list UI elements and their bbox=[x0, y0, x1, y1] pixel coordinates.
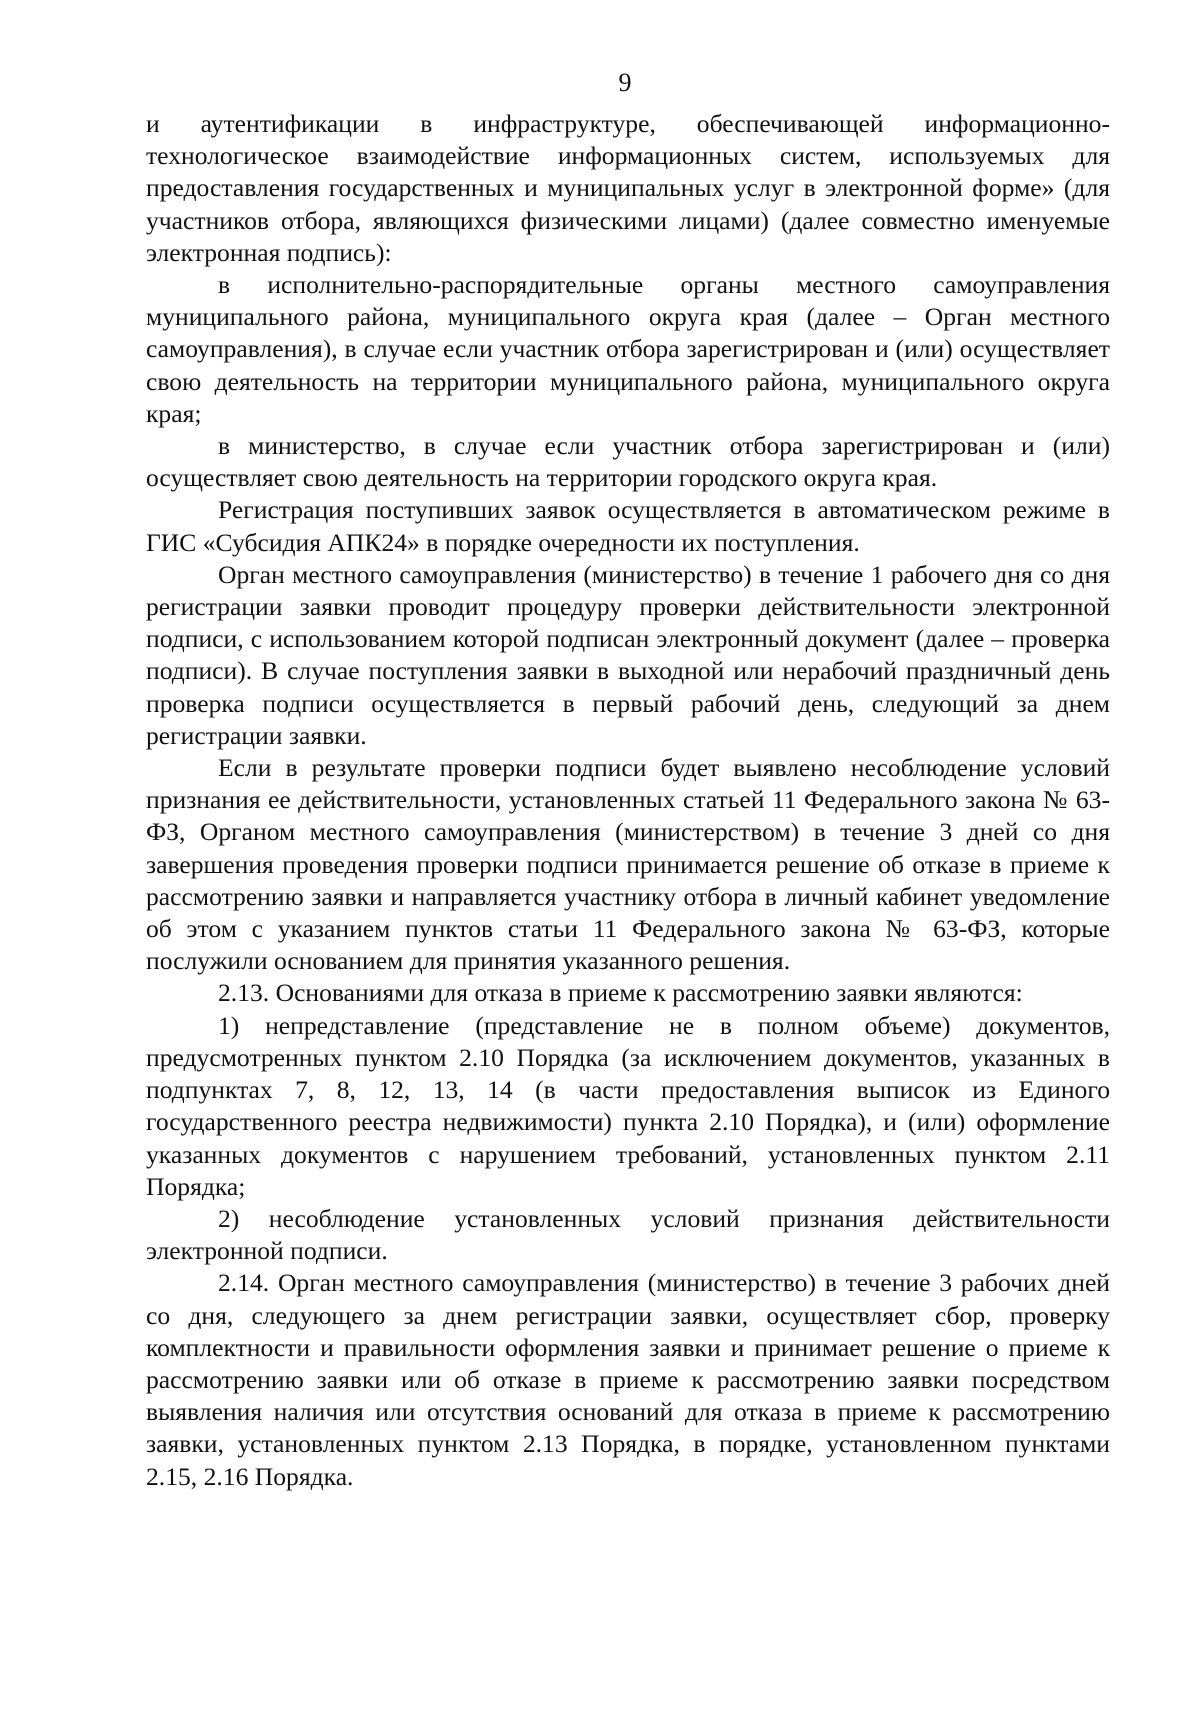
paragraph-clause-2-13-item-2: 2) несоблюдение установленных условий признания действительности электронной подписи. bbox=[146, 1203, 1110, 1266]
paragraph-continuation: и аутентификации в инфраструктуре, обеспечивающей информационно-технологическое взаимодействие информационных систем, используемых для предоставления государственных и муниципальных услуг в электронной форме» (для участников отбора, являющихся физическими лицами) (далее совместно именуемые электронная подпись): bbox=[146, 109, 1110, 267]
paragraph-clause-2-13-item-1: 1) непредставление (представление не в полном объеме) документов, предусмотренных пунктом 2.10 Порядка (за исключением документов, указанных в подпунктах 7, 8, 12, 13, 14 (в части предоставления выписок из Единого государственного реестра недвижимости) пункта 2.10 Порядка), и (или) оформление указанных документов с нарушением требований, установленных пунктом 2.11 Порядка; bbox=[146, 1010, 1110, 1201]
page-number: 9 bbox=[618, 68, 632, 97]
paragraph-local-authority: в исполнительно-распорядительные органы местного самоуправления муниципального района, муниципального округа края (далее – Орган местного самоуправления), в случае если участник отбора зарегистрирован и (или) осуществляет свою деятельность на территории муниципального района, муниципального округа края; bbox=[146, 270, 1110, 428]
paragraph-registration: Регистрация поступивших заявок осуществляется в автоматическом режиме в ГИС «Субсидия АПК24» в порядке очередности их поступления. bbox=[146, 495, 1110, 557]
paragraph-signature-violation: Если в результате проверки подписи будет выявлено несоблюдение условий признания ее действительности, установленных статьей 11 Федерального закона № 63-ФЗ, Органом местного самоуправления (министерством) в течение 3 дней со дня завершения проведения проверки подписи принимается решение об отказе в приеме к рассмотрению заявки и направляется участнику отбора в личный кабинет уведомление об этом с указанием пунктов статьи 11 Федерального закона № 63-ФЗ, которые послужили основанием для принятия указанного решения. bbox=[146, 753, 1110, 976]
paragraph-signature-check: Орган местного самоуправления (министерство) в течение 1 рабочего дня со дня регистрации заявки проводит процедуру проверки действительности электронной подписи, с использованием которой подписан электронный документ (далее – проверка подписи). В случае поступления заявки в выходной или нерабочий праздничный день проверка подписи осуществляется в первый рабочий день, следующий за днем регистрации заявки. bbox=[146, 559, 1110, 750]
paragraph-ministry: в министерство, в случае если участник отбора зарегистрирован и (или) осуществляет свою деятельность на территории городского округа края. bbox=[146, 431, 1110, 493]
document-body bbox=[146, 108, 1110, 1493]
paragraph-clause-2-14: 2.14. Орган местного самоуправления (министерство) в течение 3 рабочих дней со дня, следующего за днем регистрации заявки, осуществляет сбор, проверку комплектности и правильности оформления заявки и принимает решение о приеме к рассмотрению заявки или об отказе в приеме к рассмотрению заявки посредством выявления наличия или отсутствия оснований для отказа в приеме к рассмотрению заявки, установленных пунктом 2.13 Порядка, в порядке, установленном пунктами 2.15, 2.16 Порядка. bbox=[146, 1268, 1110, 1491]
paragraph-clause-2-13: 2.13. Основаниями для отказа в приеме к рассмотрению заявки являются: bbox=[218, 978, 1023, 1008]
